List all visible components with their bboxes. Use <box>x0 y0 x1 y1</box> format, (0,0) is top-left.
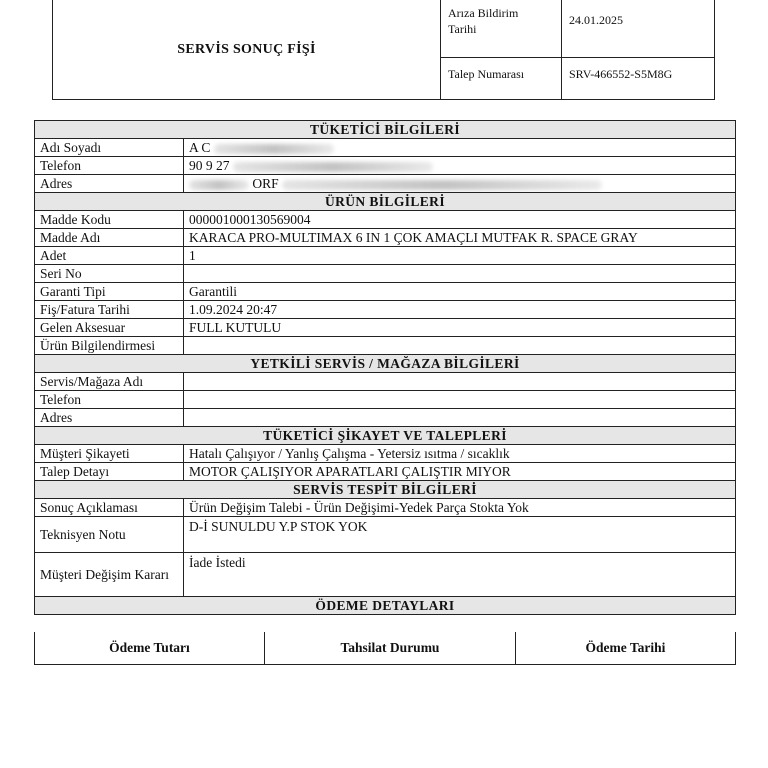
product-label: Madde Kodu <box>35 211 184 229</box>
phone-label: Telefon <box>35 157 184 175</box>
table-row <box>35 265 736 283</box>
divider <box>440 0 441 99</box>
table-row <box>35 301 736 319</box>
complaint-label: Müşteri Şikayeti <box>35 445 184 463</box>
table-row <box>35 319 736 337</box>
payment-date-header: Ödeme Tarihi <box>516 632 736 665</box>
phone-value <box>184 157 736 175</box>
table-row <box>35 445 736 463</box>
section-consumer: TÜKETİCİ BİLGİLERİ <box>35 121 736 139</box>
table-row <box>35 157 736 175</box>
table-row <box>35 337 736 355</box>
result-value: Ürün Değişim Talebi - Ürün Değişimi-Yedek Parça Stokta Yok <box>184 499 736 517</box>
fault-date-value: 24.01.2025 <box>569 13 623 27</box>
table-row <box>35 553 736 597</box>
payment-status-header: Tahsilat Durumu <box>265 632 516 665</box>
redaction-blur <box>189 180 249 190</box>
table-row <box>35 139 736 157</box>
service-name-value <box>184 373 736 391</box>
table-row <box>35 175 736 193</box>
product-value: FULL KUTULU <box>184 319 736 337</box>
service-address-value <box>184 409 736 427</box>
form-title: SERVİS SONUÇ FİŞİ <box>177 41 316 57</box>
table-row <box>35 391 736 409</box>
service-name-label: Servis/Mağaza Adı <box>35 373 184 391</box>
service-address-label: Adres <box>35 409 184 427</box>
product-value: 1 <box>184 247 736 265</box>
redaction-blur <box>282 180 602 190</box>
product-value: Garantili <box>184 283 736 301</box>
table-row <box>35 229 736 247</box>
table-row <box>35 409 736 427</box>
table-row <box>35 211 736 229</box>
table-row <box>35 283 736 301</box>
request-no-label: Talep Numarası <box>448 67 525 81</box>
decision-value: İade İstedi <box>184 553 736 597</box>
result-label: Sonuç Açıklaması <box>35 499 184 517</box>
fault-date-label: Arıza Bildirim Tarihi <box>448 6 519 36</box>
request-no-value: SRV-466552-S5M8G <box>569 67 673 81</box>
product-label: Ürün Bilgilendirmesi <box>35 337 184 355</box>
phone-text: 90 9 27 <box>189 158 230 173</box>
product-label: Fiş/Fatura Tarihi <box>35 301 184 319</box>
product-value <box>184 265 736 283</box>
detail-label: Talep Detayı <box>35 463 184 481</box>
address-text: ORF <box>252 176 279 191</box>
redaction-blur <box>233 162 433 172</box>
form-header <box>52 0 715 100</box>
address-value <box>184 175 736 193</box>
payment-amount-header: Ödeme Tutarı <box>35 632 265 665</box>
tech-note-value: D-İ SUNULDU Y.P STOK YOK <box>184 517 736 553</box>
section-complaint: TÜKETİCİ ŞİKAYET VE TALEPLERİ <box>35 427 736 445</box>
product-value: 1.09.2024 20:47 <box>184 301 736 319</box>
tech-note-label: Teknisyen Notu <box>35 517 184 553</box>
table-row <box>35 632 736 665</box>
section-finding: SERVİS TESPİT BİLGİLERİ <box>35 481 736 499</box>
redaction-blur <box>214 144 334 154</box>
section-payment: ÖDEME DETAYLARI <box>35 597 736 615</box>
decision-label: Müşteri Değişim Kararı <box>35 553 184 597</box>
payment-table <box>34 632 736 665</box>
product-value: 000001000130569004 <box>184 211 736 229</box>
address-label: Adres <box>35 175 184 193</box>
name-text: A C <box>189 140 211 155</box>
section-product: ÜRÜN BİLGİLERİ <box>35 193 736 211</box>
table-row <box>35 373 736 391</box>
divider <box>561 0 562 99</box>
name-label: Adı Soyadı <box>35 139 184 157</box>
product-label: Adet <box>35 247 184 265</box>
service-phone-value <box>184 391 736 409</box>
product-label: Gelen Aksesuar <box>35 319 184 337</box>
table-row <box>35 517 736 553</box>
complaint-value: Hatalı Çalışıyor / Yanlış Çalışma - Yetersiz ısıtma / sıcaklık <box>184 445 736 463</box>
name-value <box>184 139 736 157</box>
service-form-table <box>34 120 736 615</box>
product-label: Garanti Tipi <box>35 283 184 301</box>
service-phone-label: Telefon <box>35 391 184 409</box>
table-row <box>35 499 736 517</box>
detail-value: MOTOR ÇALIŞIYOR APARATLARI ÇALIŞTIR MIYOR <box>184 463 736 481</box>
divider <box>440 57 715 58</box>
product-label: Madde Adı <box>35 229 184 247</box>
product-value <box>184 337 736 355</box>
product-value: KARACA PRO-MULTIMAX 6 IN 1 ÇOK AMAÇLI MUTFAK R. SPACE GRAY <box>184 229 736 247</box>
section-service: YETKİLİ SERVİS / MAĞAZA BİLGİLERİ <box>35 355 736 373</box>
table-row <box>35 463 736 481</box>
table-row <box>35 247 736 265</box>
product-label: Seri No <box>35 265 184 283</box>
